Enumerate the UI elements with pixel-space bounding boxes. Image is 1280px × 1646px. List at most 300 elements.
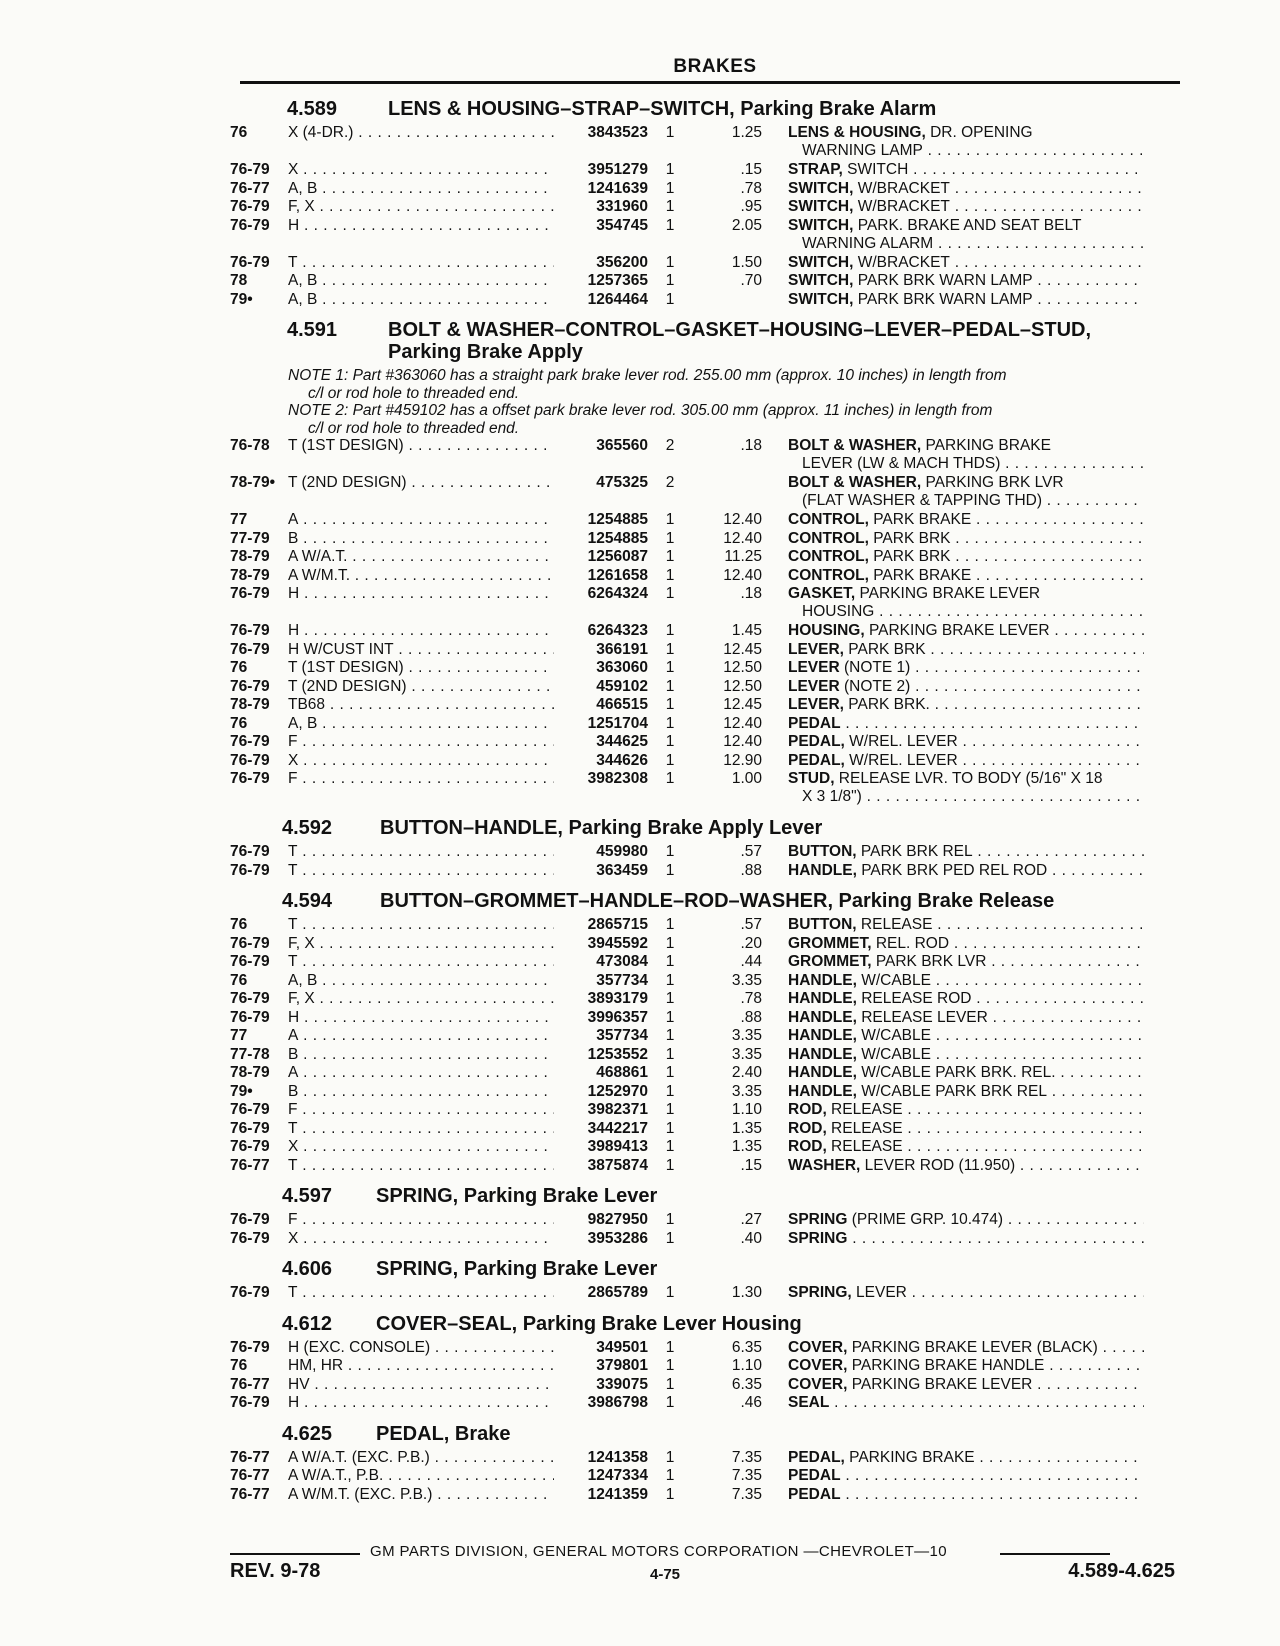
section-number: 4.625 bbox=[282, 1422, 333, 1445]
parts-row bbox=[230, 1046, 1144, 1065]
quantity: 1 bbox=[665, 1064, 675, 1081]
part-description bbox=[788, 1486, 1144, 1504]
section-title-rest: Parking Brake Lever bbox=[458, 1258, 658, 1280]
model-applicability: X (4-DR.) . . . bbox=[288, 124, 564, 142]
description-detail: RELEASE LVR. TO BODY (5/16" X 18 bbox=[834, 770, 1103, 787]
part-number: 1241358 bbox=[554, 1449, 648, 1467]
list-price: 2.40 bbox=[731, 1064, 762, 1081]
parts-row bbox=[230, 1230, 1144, 1249]
list-price: 1.45 bbox=[731, 622, 762, 639]
part-number: 1251704 bbox=[554, 715, 648, 733]
model-years: 76-77 bbox=[230, 1467, 270, 1484]
description-line bbox=[788, 1027, 1144, 1045]
model-years: 76-77 bbox=[230, 1448, 270, 1466]
description-noun: ROD, bbox=[788, 1101, 827, 1118]
quantity: 1 bbox=[665, 1138, 675, 1155]
quantity: 1 bbox=[665, 714, 675, 732]
part-description bbox=[788, 1449, 1144, 1467]
description-detail: PARKING BRK LVR bbox=[921, 474, 1064, 491]
quantity: 1 bbox=[665, 934, 675, 952]
part-number: 3893179 bbox=[554, 990, 648, 1008]
description-noun: SWITCH, bbox=[788, 290, 854, 308]
description-line bbox=[788, 1230, 1144, 1248]
description-detail: PARK BRK REL bbox=[856, 843, 973, 860]
parts-row bbox=[230, 696, 1144, 715]
section-number: 4.606 bbox=[282, 1258, 333, 1280]
description-detail: W/BRACKET bbox=[853, 253, 950, 271]
description-detail: PARK BRAKE bbox=[868, 566, 972, 584]
parts-row bbox=[230, 770, 1144, 807]
quantity: 1 bbox=[665, 253, 675, 271]
description-detail: PARK BRK bbox=[868, 529, 951, 547]
parts-row bbox=[230, 1120, 1144, 1139]
description-line bbox=[788, 1083, 1144, 1101]
description-noun: BUTTON, bbox=[788, 843, 857, 860]
part-number: 466515 bbox=[554, 696, 648, 714]
model-years: 76-79 bbox=[230, 198, 270, 215]
section-number: 4.612 bbox=[282, 1312, 333, 1335]
description-noun: SWITCH, bbox=[788, 216, 854, 234]
description-line bbox=[788, 437, 1144, 455]
section-title-bold: PEDAL, bbox=[376, 1422, 450, 1445]
description-detail: W/CABLE bbox=[856, 1045, 931, 1063]
model-years: 78-79 bbox=[230, 548, 270, 565]
model-applicability: A . . . bbox=[288, 1027, 564, 1045]
list-price: 6.35 bbox=[731, 1375, 762, 1393]
part-number: 366191 bbox=[554, 641, 648, 659]
part-description bbox=[788, 1157, 1144, 1175]
description-line bbox=[788, 530, 1144, 548]
parts-row bbox=[230, 217, 1144, 254]
model-years: 77-78 bbox=[230, 1045, 270, 1063]
list-price: .20 bbox=[740, 934, 762, 952]
quantity: 1 bbox=[665, 566, 675, 584]
section-note bbox=[288, 367, 1144, 402]
description-detail: REL. ROD bbox=[871, 934, 950, 952]
description-line bbox=[788, 715, 1144, 733]
model-years: 76-79 bbox=[230, 770, 270, 787]
list-price: 3.35 bbox=[731, 1045, 762, 1063]
parts-row bbox=[230, 752, 1144, 771]
list-price: .78 bbox=[740, 990, 762, 1007]
model-applicability: T . . . bbox=[288, 254, 564, 272]
model-years: 76-77 bbox=[230, 179, 270, 197]
part-description bbox=[788, 622, 1144, 640]
parts-row bbox=[230, 180, 1144, 199]
description-line bbox=[788, 678, 1144, 696]
part-description bbox=[788, 161, 1144, 179]
parts-row bbox=[230, 953, 1144, 972]
part-description bbox=[788, 972, 1144, 990]
section-title bbox=[376, 1185, 657, 1208]
list-price: .88 bbox=[740, 861, 762, 879]
part-description bbox=[788, 1083, 1144, 1101]
parts-row bbox=[230, 548, 1144, 567]
part-description bbox=[788, 124, 1144, 160]
description-detail: PARKING BRAKE LEVER bbox=[864, 622, 1050, 639]
parts-row bbox=[230, 1357, 1144, 1376]
model-years: 79• bbox=[230, 1082, 253, 1100]
description-line bbox=[788, 567, 1144, 585]
note-line: c/l or rod hole to threaded end. bbox=[308, 384, 520, 402]
part-description bbox=[788, 180, 1144, 198]
part-number: 1241359 bbox=[554, 1486, 648, 1504]
description-noun: ROD, bbox=[788, 1138, 827, 1155]
parts-row bbox=[230, 474, 1144, 511]
description-line bbox=[788, 622, 1144, 640]
parts-row bbox=[230, 622, 1144, 641]
description-continuation: X 3 1/8") . . . bbox=[788, 788, 1144, 806]
quantity: 1 bbox=[665, 1027, 675, 1044]
list-price: 12.40 bbox=[723, 714, 762, 732]
description-noun: HOUSING, bbox=[788, 622, 865, 639]
description-line bbox=[788, 659, 1144, 677]
description-line bbox=[788, 1284, 1144, 1302]
model-years: 76-79 bbox=[230, 843, 270, 860]
description-line bbox=[788, 1120, 1144, 1138]
quantity: 1 bbox=[665, 1394, 675, 1411]
parts-row bbox=[230, 843, 1144, 862]
list-price: 7.35 bbox=[731, 1448, 762, 1466]
part-number: 1256087 bbox=[554, 548, 648, 566]
section-4-597 bbox=[230, 1183, 1144, 1254]
description-noun: SWITCH, bbox=[788, 253, 854, 271]
list-price: .57 bbox=[740, 843, 762, 860]
part-number: 1254885 bbox=[554, 530, 648, 548]
model-years: 76 bbox=[230, 1357, 248, 1374]
model-applicability: H (EXC. CONSOLE) . . . bbox=[288, 1339, 564, 1357]
description-line bbox=[788, 733, 1144, 751]
part-description bbox=[788, 474, 1144, 510]
section-heading bbox=[230, 888, 1144, 916]
quantity: 1 bbox=[665, 1338, 675, 1356]
section-title-rest: Parking Brake Lever Housing bbox=[517, 1312, 802, 1335]
part-number: 459102 bbox=[554, 678, 648, 696]
part-number: 1257365 bbox=[554, 272, 648, 290]
model-applicability: T . . . bbox=[288, 1284, 564, 1302]
description-detail: W/CABLE bbox=[856, 1027, 931, 1044]
section-4-591 bbox=[230, 317, 1144, 813]
quantity: 1 bbox=[665, 1082, 675, 1100]
part-number: 363459 bbox=[554, 862, 648, 880]
part-description bbox=[788, 935, 1144, 953]
part-number: 1247334 bbox=[554, 1467, 648, 1485]
part-description bbox=[788, 198, 1144, 216]
list-price: 12.40 bbox=[723, 511, 762, 528]
quantity: 1 bbox=[665, 1045, 675, 1063]
part-number: 2865789 bbox=[554, 1284, 648, 1302]
section-title-rest: Parking Brake Lever bbox=[458, 1185, 658, 1207]
part-number: 356200 bbox=[554, 254, 648, 272]
part-number: 354745 bbox=[554, 217, 648, 235]
parts-row bbox=[230, 1394, 1144, 1413]
model-applicability: A W/M.T. . . . bbox=[288, 567, 564, 585]
section-title bbox=[376, 1313, 802, 1336]
part-description bbox=[788, 752, 1144, 770]
description-noun: COVER, bbox=[788, 1357, 848, 1374]
list-price: .95 bbox=[740, 198, 762, 215]
list-price: .70 bbox=[740, 272, 762, 289]
list-price: .88 bbox=[740, 1008, 762, 1026]
description-line bbox=[788, 641, 1144, 659]
quantity: 1 bbox=[665, 216, 675, 234]
description-noun: HANDLE, bbox=[788, 1082, 857, 1100]
part-description bbox=[788, 1211, 1144, 1229]
description-noun: SPRING bbox=[788, 1211, 848, 1228]
part-description bbox=[788, 953, 1144, 971]
header-rule bbox=[240, 81, 1180, 84]
parts-row bbox=[230, 1467, 1144, 1486]
quantity: 1 bbox=[665, 198, 675, 215]
description-continuation: (FLAT WASHER & TAPPING THD) . . . bbox=[788, 492, 1144, 510]
model-years: 76-79 bbox=[230, 161, 270, 178]
quantity: 1 bbox=[665, 585, 675, 602]
model-years: 78-79• bbox=[230, 474, 276, 491]
model-years: 78 bbox=[230, 272, 248, 289]
model-years: 76 bbox=[230, 971, 248, 989]
list-price: 12.50 bbox=[723, 677, 762, 695]
description-noun: CONTROL, bbox=[788, 566, 869, 584]
model-years: 76-79 bbox=[230, 953, 270, 970]
model-years: 76-79 bbox=[230, 751, 270, 769]
part-number: 468861 bbox=[554, 1064, 648, 1082]
part-description bbox=[788, 1357, 1144, 1375]
description-line bbox=[788, 1101, 1144, 1119]
section-title-line2: Parking Brake Apply bbox=[388, 341, 583, 363]
section-spacer bbox=[230, 807, 1144, 813]
model-applicability: T (1ST DESIGN) . . . bbox=[288, 659, 564, 677]
section-4-625 bbox=[230, 1421, 1144, 1511]
parts-row bbox=[230, 990, 1144, 1009]
description-detail: (NOTE 2) bbox=[839, 677, 911, 695]
description-detail: PARK BRK WARN LAMP bbox=[853, 290, 1033, 308]
description-noun: HANDLE, bbox=[788, 861, 857, 879]
section-spacer bbox=[230, 309, 1144, 315]
part-description bbox=[788, 511, 1144, 529]
description-detail: (PRIME GRP. 10.474) bbox=[847, 1211, 1004, 1228]
section-heading bbox=[230, 1311, 1144, 1339]
description-detail: W/REL. LEVER bbox=[844, 751, 958, 769]
description-line bbox=[788, 161, 1144, 179]
part-description bbox=[788, 678, 1144, 696]
model-years: 76-79 bbox=[230, 1338, 270, 1356]
description-detail: PARKING BRAKE bbox=[921, 437, 1051, 454]
description-detail: W/BRACKET bbox=[853, 179, 950, 197]
quantity: 1 bbox=[665, 272, 675, 289]
model-years: 77 bbox=[230, 1027, 248, 1044]
model-years: 78-79 bbox=[230, 1064, 270, 1081]
description-noun: GASKET, bbox=[788, 585, 856, 602]
quantity: 1 bbox=[665, 622, 675, 639]
section-title bbox=[376, 1423, 511, 1446]
model-applicability: H . . . bbox=[288, 622, 564, 640]
list-price: 2.05 bbox=[731, 216, 762, 234]
description-noun: STUD, bbox=[788, 770, 835, 787]
description-noun: CONTROL, bbox=[788, 529, 869, 547]
parts-row bbox=[230, 1101, 1144, 1120]
description-detail: PARK BRK WARN LAMP bbox=[853, 272, 1033, 289]
list-price: .15 bbox=[740, 161, 762, 178]
section-spacer bbox=[230, 880, 1144, 886]
quantity: 1 bbox=[665, 916, 675, 933]
model-applicability: F, X . . . bbox=[288, 990, 564, 1008]
quantity: 1 bbox=[665, 529, 675, 547]
model-applicability: T . . . bbox=[288, 1157, 564, 1175]
quantity: 1 bbox=[665, 290, 675, 308]
section-4-592 bbox=[230, 815, 1144, 886]
model-applicability: B . . . bbox=[288, 530, 564, 548]
part-description bbox=[788, 916, 1144, 934]
part-number: 3953286 bbox=[554, 1230, 648, 1248]
part-number: 6264323 bbox=[554, 622, 648, 640]
part-number: 9827950 bbox=[554, 1211, 648, 1229]
quantity: 1 bbox=[665, 1156, 675, 1174]
description-detail: PARK BRK bbox=[868, 548, 951, 565]
part-description bbox=[788, 1230, 1144, 1248]
description-detail: PARKING BRAKE LEVER (BLACK) bbox=[847, 1338, 1098, 1356]
model-applicability: A W/M.T. (EXC. P.B.) . . . bbox=[288, 1486, 564, 1504]
section-4-606 bbox=[230, 1256, 1144, 1309]
part-description bbox=[788, 291, 1144, 309]
part-description bbox=[788, 1120, 1144, 1138]
part-number: 3843523 bbox=[554, 124, 648, 142]
description-continuation: WARNING LAMP . . . bbox=[788, 142, 1144, 160]
section-spacer bbox=[230, 1248, 1144, 1254]
model-applicability: F . . . bbox=[288, 770, 564, 788]
parts-row bbox=[230, 1138, 1144, 1157]
description-line bbox=[788, 935, 1144, 953]
model-applicability: HM, HR . . . bbox=[288, 1357, 564, 1375]
model-applicability: T . . . bbox=[288, 862, 564, 880]
part-description bbox=[788, 548, 1144, 566]
section-title-bold: SPRING, bbox=[376, 1185, 459, 1207]
parts-row bbox=[230, 715, 1144, 734]
model-years: 76-79 bbox=[230, 216, 270, 234]
quantity: 1 bbox=[665, 640, 675, 658]
section-title bbox=[388, 319, 1091, 342]
section-4-612 bbox=[230, 1311, 1144, 1419]
description-detail: W/CABLE PARK BRK REL bbox=[856, 1082, 1047, 1100]
description-noun: PEDAL, bbox=[788, 751, 845, 769]
description-detail: PARK BRK PED REL ROD bbox=[856, 861, 1048, 879]
part-description bbox=[788, 990, 1144, 1008]
section-title bbox=[380, 890, 1054, 913]
part-number: 3875874 bbox=[554, 1157, 648, 1175]
description-detail: W/BRACKET bbox=[853, 198, 950, 215]
model-years: 76-79 bbox=[230, 861, 270, 879]
description-detail: (NOTE 1) bbox=[839, 659, 911, 676]
description-noun: LEVER bbox=[788, 677, 840, 695]
quantity: 1 bbox=[665, 179, 675, 197]
parts-row bbox=[230, 916, 1144, 935]
part-number: 3951279 bbox=[554, 161, 648, 179]
model-applicability: T . . . bbox=[288, 953, 564, 971]
part-description bbox=[788, 696, 1144, 714]
list-price: .44 bbox=[740, 953, 762, 970]
model-applicability: X . . . bbox=[288, 1230, 564, 1248]
part-number: 363060 bbox=[554, 659, 648, 677]
part-number: 1241639 bbox=[554, 180, 648, 198]
quantity: 1 bbox=[665, 1119, 675, 1137]
part-description bbox=[788, 1101, 1144, 1119]
part-number: 349501 bbox=[554, 1339, 648, 1357]
section-title-bold: LENS & HOUSING–STRAP–SWITCH, bbox=[388, 98, 735, 120]
section-4-589 bbox=[230, 96, 1144, 315]
section-spacer bbox=[230, 1303, 1144, 1309]
list-price: 1.30 bbox=[731, 1284, 762, 1301]
quantity: 2 bbox=[665, 437, 675, 454]
section-title-bold: BUTTON–GROMMET–HANDLE–ROD–WASHER, bbox=[380, 890, 833, 912]
model-years: 76 bbox=[230, 714, 248, 732]
description-noun: HANDLE, bbox=[788, 971, 857, 989]
section-title-bold: COVER–SEAL, bbox=[376, 1312, 518, 1335]
model-years: 76-79 bbox=[230, 1284, 270, 1301]
description-continuation: HOUSING . . . bbox=[788, 603, 1144, 621]
quantity: 1 bbox=[665, 990, 675, 1007]
parts-row bbox=[230, 935, 1144, 954]
part-number: 331960 bbox=[554, 198, 648, 216]
list-price: .40 bbox=[740, 1229, 762, 1247]
parts-row bbox=[230, 530, 1144, 549]
description-detail: LEVER ROD (11.950) bbox=[860, 1156, 1016, 1174]
model-years: 76-79 bbox=[230, 1138, 270, 1155]
parts-row bbox=[230, 659, 1144, 678]
description-line bbox=[788, 1376, 1144, 1394]
description-noun: WASHER, bbox=[788, 1156, 861, 1174]
section-title bbox=[380, 817, 822, 840]
model-years: 76 bbox=[230, 916, 248, 933]
part-number: 3996357 bbox=[554, 1009, 648, 1027]
description-noun: LEVER, bbox=[788, 696, 844, 713]
parts-row bbox=[230, 1157, 1144, 1176]
quantity: 2 bbox=[665, 474, 675, 491]
description-detail: PARKING BRAKE bbox=[844, 1448, 975, 1466]
model-applicability: A, B . . . bbox=[288, 972, 564, 990]
model-years: 76-77 bbox=[230, 1156, 270, 1174]
description-detail: PARK BRAKE bbox=[868, 511, 972, 528]
footer-rule-right bbox=[1000, 1553, 1110, 1555]
description-detail: DR. OPENING bbox=[925, 124, 1033, 141]
description-line bbox=[788, 696, 1144, 714]
description-noun: PEDAL, bbox=[788, 733, 845, 750]
description-line bbox=[788, 1339, 1144, 1357]
description-line bbox=[788, 124, 1144, 142]
part-description bbox=[788, 733, 1144, 751]
model-years: 76-79 bbox=[230, 1008, 270, 1026]
model-years: 76-79 bbox=[230, 990, 270, 1007]
model-applicability: F . . . bbox=[288, 733, 564, 751]
description-line bbox=[788, 862, 1144, 880]
model-years: 76-79 bbox=[230, 733, 270, 750]
description-detail: W/REL. LEVER bbox=[844, 733, 958, 750]
description-line bbox=[788, 585, 1144, 603]
model-years: 76-79 bbox=[230, 1394, 270, 1411]
description-line bbox=[788, 953, 1144, 971]
description-detail: PARK BRK LVR bbox=[871, 953, 987, 970]
model-applicability: A W/A.T. . . . bbox=[288, 548, 564, 566]
part-number: 344626 bbox=[554, 752, 648, 770]
list-price: 6.35 bbox=[731, 1338, 762, 1356]
list-price: .57 bbox=[740, 916, 762, 933]
model-applicability: B . . . bbox=[288, 1083, 564, 1101]
description-noun: HANDLE, bbox=[788, 1027, 857, 1044]
description-noun: COVER, bbox=[788, 1375, 848, 1393]
list-price: 7.35 bbox=[731, 1485, 762, 1503]
description-noun: BUTTON, bbox=[788, 916, 857, 933]
description-detail: SWITCH bbox=[842, 161, 909, 178]
description-detail: W/CABLE PARK BRK. REL. bbox=[856, 1064, 1056, 1081]
parts-row bbox=[230, 972, 1144, 991]
